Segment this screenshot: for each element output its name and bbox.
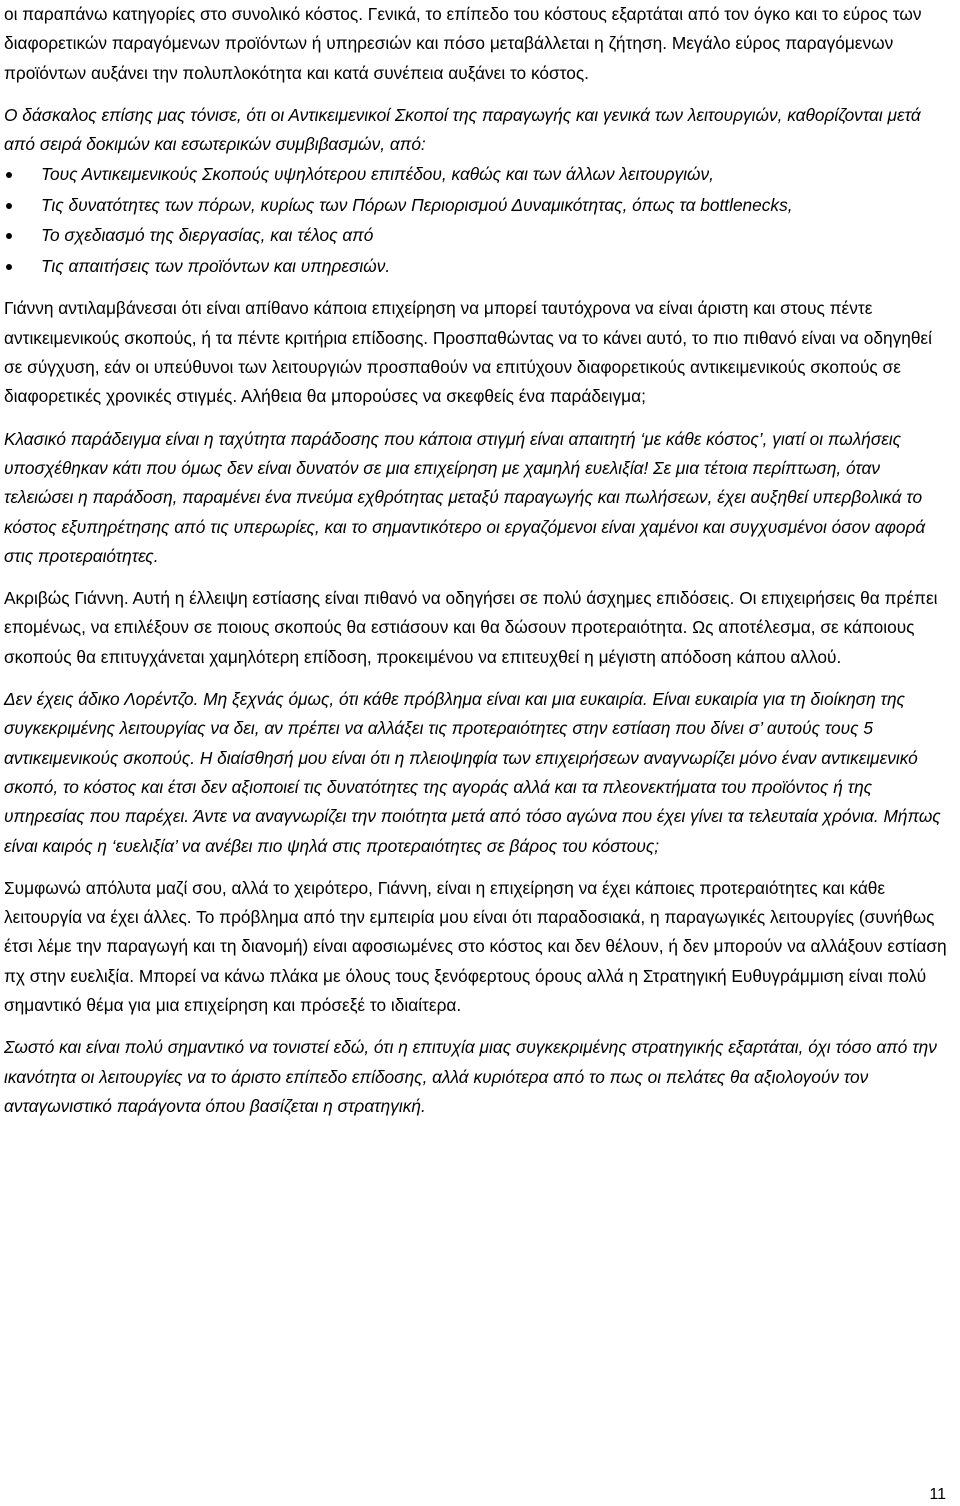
- paragraph-teacher-objectives: Ο δάσκαλος επίσης μας τόνισε, ότι οι Αντικειμενικοί Σκοποί της παραγωγής και γενικά των λειτουργιών, καθορίζονται μετά από σειρά δοκιμών και εσωτερικών συμβιβασμών, από:: [4, 104, 921, 155]
- paragraph-classic-example: Κλασικό παράδειγμα είναι η ταχύτητα παράδοσης που κάποια στιγμή είναι απαιτητή ‘με κάθε κόστος’, γιατί οι πωλήσεις υποσχέθηκαν κάτι που όμως δεν είναι δυνατόν σε μια επιχείρηση με χαμηλή ευελιξία! Σε μια τέτοια περίπτωση, όταν τελειώσει η παράδοση, παραμένει ένα πνεύμα εχθρότητας μεταξύ παραγωγής και πωλήσεων, έχει αυξηθεί υπερβολικά το κόστος εξυπηρέτησης από τις υπερωρίες, και το σημαντικότερο οι εργαζόμενοι είναι χαμένοι και συγχυσμένοι όσον αφορά στις προτεραιότητες.: [4, 428, 926, 566]
- paragraph-cost-categories: οι παραπάνω κατηγορίες στο συνολικό κόστος. Γενικά, το επίπεδο του κόστους εξαρτάται από τον όγκο και το εύρος των διαφορετικών παραγόμενων προϊόντων ή υπηρεσιών και πόσο μεταβάλλεται η ζήτηση. Μεγάλο εύρος παραγόμενων προϊόντων αυξάνει την πολυπλοκότητα και κατά συνέπεια αυξάνει το κόστος.: [4, 4, 922, 83]
- paragraph-five-objectives: Γιάννη αντιλαμβάνεσαι ότι είναι απίθανο κάποια επιχείρηση να μπορεί ταυτόχρονα να είναι άριστη και στους πέντε αντικειμενικούς σκοπούς, ή τα πέντε κριτήρια επίδοσης. Προσπαθώντας να το κάνει αυτό, το πιο πιθανό είναι να οδηγηθεί σε σύγχυση, εάν οι υπεύθυνοι των λειτουργιών προσπαθούν να επιτύχουν διαφορετικούς αντικειμενικούς σκοπούς σε διαφορετικές χρονικές στιγμές. Αλήθεια θα μπορούσες να σκεφθείς ένα παράδειγμα;: [4, 298, 932, 407]
- page-number: 11: [929, 1486, 946, 1503]
- paragraph-strategy-success: Σωστό και είναι πολύ σημαντικό να τονιστεί εδώ, ότι η επιτυχία μιας συγκεκριμένης στρατηγικής εξαρτάται, όχι τόσο από την ικανότητα οι λειτουργίες να το άριστο επίπεδο επίδοσης, αλλά κυριότερα από το πως οι πελάτες θα αξιολογούν τον ανταγωνιστικό παράγοντα όπου βασίζεται η στρατηγική.: [4, 1037, 937, 1116]
- bullet-item: Τους Αντικειμενικούς Σκοπούς υψηλότερου επιπέδου, καθώς και των άλλων λειτουργιών,: [4, 159, 954, 190]
- paragraph-lack-of-focus: Ακριβώς Γιάννη. Αυτή η έλλειψη εστίασης είναι πιθανό να οδηγήσει σε πολύ άσχημες επιδόσεις. Οι επιχειρήσεις θα πρέπει επομένως, να επιλέξουν σε ποιους σκοπούς θα εστιάσουν και θα δώσουν προτεραιότητα. Ως αποτέλεσμα, σε κάποιους σκοπούς θα επιτυγχάνεται χαμηλότερη επίδοση, προκειμένου να επιτευχθεί η μέγιστη απόδοση κάπου αλλού.: [4, 588, 938, 667]
- bullet-item: Το σχεδιασμό της διεργασίας, και τέλος από: [4, 220, 954, 251]
- document-page: [4, 0, 954, 1121]
- bullet-item: Τις δυνατότητες των πόρων, κυρίως των Πόρων Περιορισμού Δυναμικότητας, όπως τα bottlenecks,: [4, 190, 954, 221]
- paragraph-strategic-alignment: Συμφωνώ απόλυτα μαζί σου, αλλά το χειρότερο, Γιάννη, είναι η επιχείρηση να έχει κάποιες προτεραιότητες και κάθε λειτουργία να έχει άλλες. Το πρόβλημα από την εμπειρία μου είναι ότι παραδοσιακά, η παραγωγικές λειτουργίες (συνήθως έτσι λέμε την παραγωγή και τη διανομή) είναι αφοσιωμένες στο κόστος και δεν θέλουν, ή δεν μπορούν να αλλάξουν εστίαση πχ στην ευελιξία. Μπορεί να κάνω πλάκα με όλους τους ξενόφερτους όρους αλλά η Στρατηγική Ευθυγράμμιση είναι πολύ σημαντικό θέμα για μια επιχείρηση και πρόσεξέ το ιδιαίτερα.: [4, 877, 947, 1016]
- bullet-list-objectives: [4, 159, 954, 281]
- bullet-item: Τις απαιτήσεις των προϊόντων και υπηρεσιών.: [4, 251, 954, 282]
- paragraph-opportunity: Δεν έχεις άδικο Λορέντζο. Μη ξεχνάς όμως, ότι κάθε πρόβλημα είναι και μια ευκαιρία. Είναι ευκαιρία για τη διοίκηση της συγκεκριμένης λειτουργίας να δει, αν πρέπει να αλλάξει τις προτεραιότητες στην εστίαση που δίνει σ’ αυτούς τους 5 αντικειμενικούς σκοπούς. Η διαίσθησή μου είναι ότι η πλειοψηφία των επιχειρήσεων αναγνωρίζει μόνο έναν αντικειμενικό σκοπό, το κόστος και έτσι δεν αξιοποιεί τις δυνατότητες της αγοράς αλλά και τα πλεονεκτήματα του προϊόντος ή της υπηρεσίας που παρέχει. Άντε να αναγνωρίζει την ποιότητα μετά από τόσο αγώνα που έχει γίνει τα τελευταία χρόνια. Μήπως είναι καιρός η ‘ευελιξία’ να ανέβει πιο ψηλά στις προτεραιότητες σε βάρος του κόστους;: [4, 689, 941, 856]
